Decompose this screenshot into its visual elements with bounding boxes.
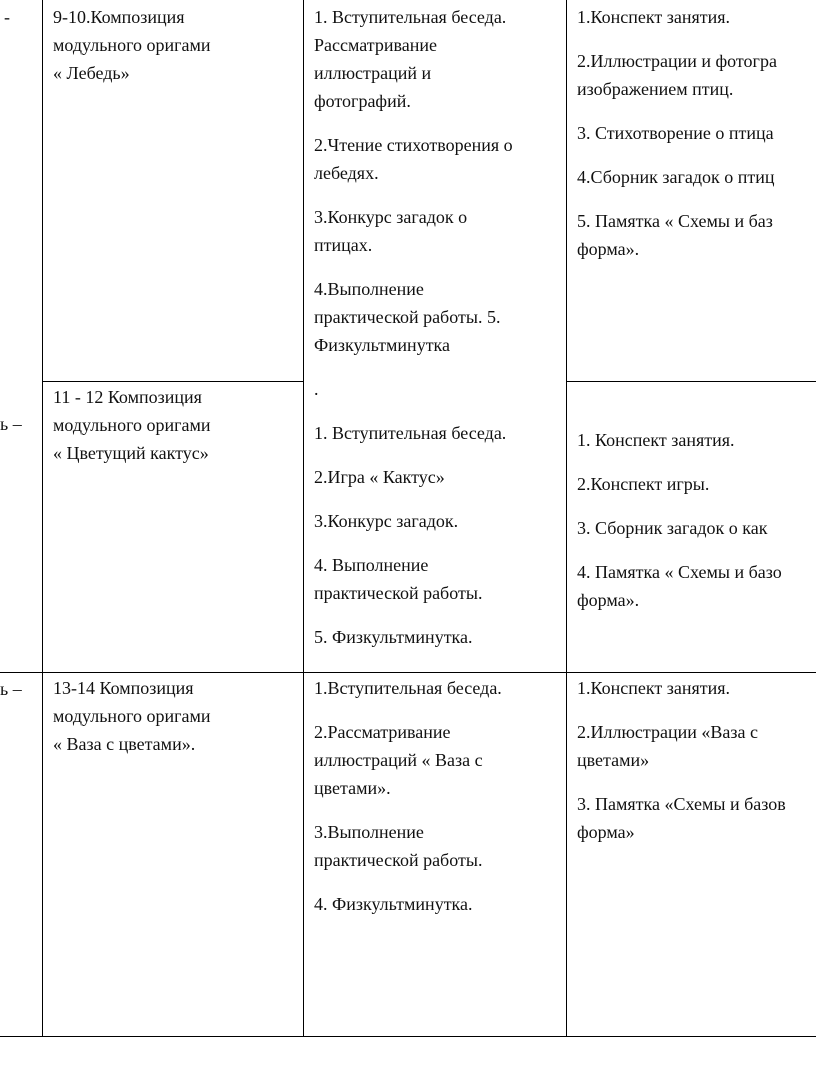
topic-cell-swan (53, 3, 293, 87)
topic-cell-vase (53, 674, 293, 758)
material-item: 1. Конспект занятия. (577, 430, 735, 450)
activities-cell-vase (314, 674, 558, 934)
material-item: 2.Иллюстрации и фотогра изображением птиц. (577, 51, 777, 99)
topic-line: « Цветущий кактус» (53, 443, 209, 463)
left-fragment-1: - (4, 7, 10, 27)
topic-line: 9-10.Композиция (53, 7, 185, 27)
activity-item: 3.Конкурс загадок. (314, 511, 459, 531)
topic-line: модульного оригами (53, 35, 211, 55)
row-divider-2 (0, 672, 816, 673)
materials-cell-cactus (577, 426, 816, 630)
activity-item: 3.Конкурс загадок о птицах. (314, 207, 468, 255)
activity-item: 4.Выполнение практической работы. 5. Физкультминутка (314, 279, 501, 355)
activity-item: 5. Физкультминутка. (314, 627, 473, 647)
activity-item: 2.Игра « Кактус» (314, 467, 445, 487)
topic-cell-cactus (53, 383, 293, 467)
table-bottom-border (0, 1036, 816, 1037)
topic-line: модульного оригами (53, 415, 211, 435)
topic-line: « Ваза с цветами». (53, 734, 196, 754)
material-item: 1.Конспект занятия. (577, 678, 731, 698)
activity-item: 1. Вступительная беседа. (314, 423, 507, 443)
material-item: 2.Иллюстрации «Ваза с цветами» (577, 722, 758, 770)
row-divider-1 (42, 381, 304, 382)
row-divider-1-materials (566, 381, 816, 382)
activity-item: 1. Вступительная беседа. Рассматривание иллюстраций и фотографий. (314, 7, 507, 111)
activity-item: 2.Чтение стихотворения о лебедях. (314, 135, 513, 183)
activity-item: 2.Рассматривание иллюстраций « Ваза с цветами». (314, 722, 483, 798)
table-border-col3 (566, 0, 567, 1036)
material-item: 4.Сборник загадок о птиц (577, 167, 775, 187)
topic-line: 11 - 12 Композиция (53, 387, 202, 407)
materials-cell-swan (577, 3, 816, 279)
material-item: 5. Памятка « Схемы и баз форма». (577, 211, 773, 259)
left-fragment-3: ь – (0, 679, 22, 699)
table-border-col2 (303, 0, 304, 1036)
activities-cell-cactus (314, 419, 558, 667)
topic-line: « Лебедь» (53, 63, 130, 83)
material-item: 3. Памятка «Схемы и базов форма» (577, 794, 786, 842)
table-border-left (42, 0, 43, 1036)
activity-item: 4. Выполнение практической работы. (314, 555, 483, 603)
activity-item: 1.Вступительная беседа. (314, 678, 502, 698)
activities-cell-swan (314, 3, 558, 419)
activity-item: 3.Выполнение практической работы. (314, 822, 483, 870)
materials-cell-vase (577, 674, 816, 862)
topic-line: модульного оригами (53, 706, 211, 726)
left-fragment-2: ь – (0, 414, 22, 434)
activity-dot: . (314, 379, 319, 399)
activity-item: 4. Физкультминутка. (314, 894, 473, 914)
material-item: 3. Сборник загадок о как (577, 518, 768, 538)
material-item: 4. Памятка « Схемы и базо форма». (577, 562, 782, 610)
material-item: 2.Конспект игры. (577, 474, 710, 494)
topic-line: 13-14 Композиция (53, 678, 194, 698)
material-item: 3. Стихотворение о птица (577, 123, 774, 143)
material-item: 1.Конспект занятия. (577, 7, 731, 27)
